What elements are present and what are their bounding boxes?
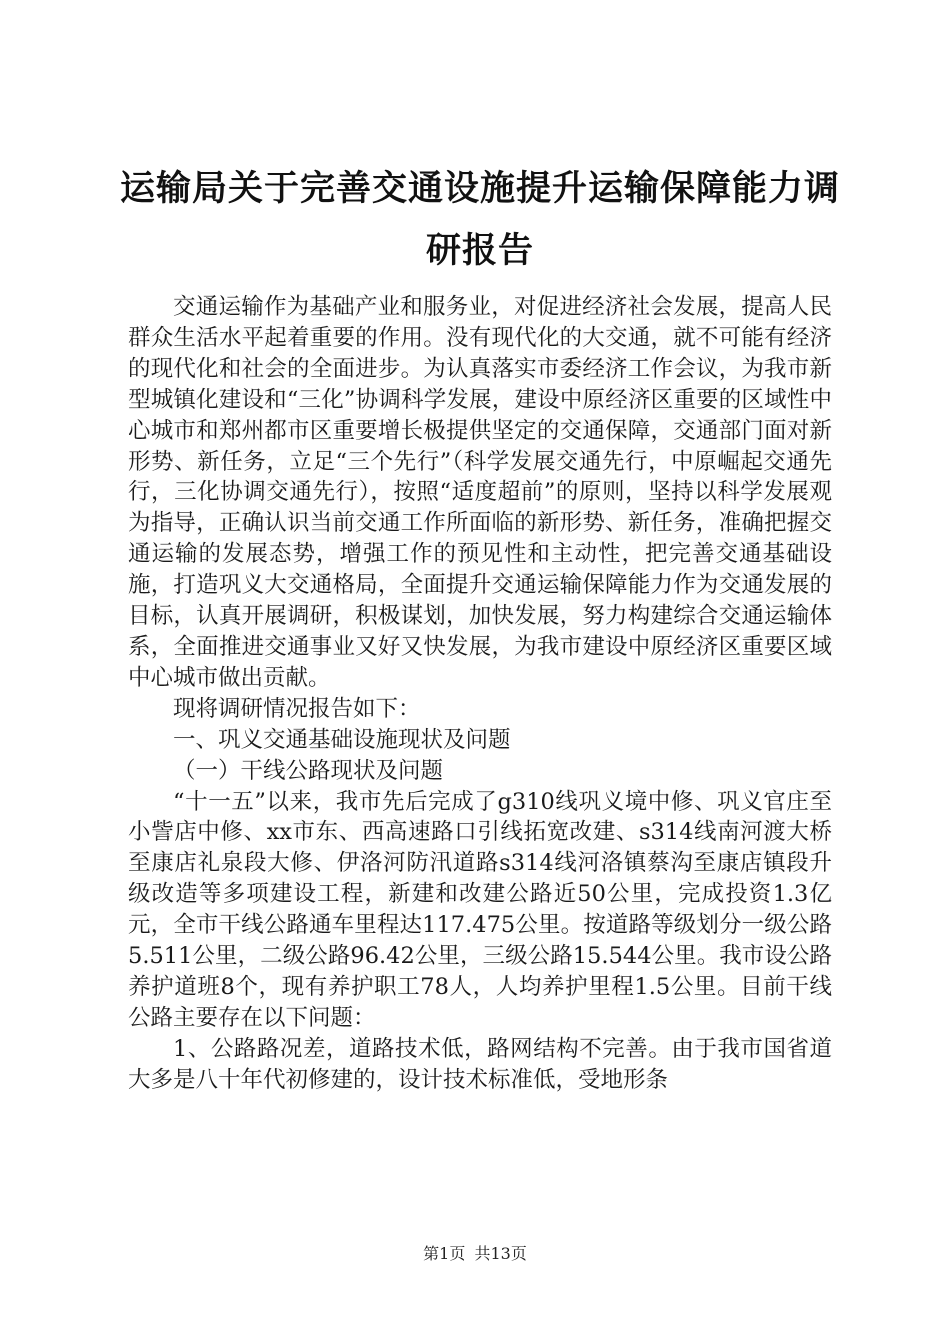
paragraph-trunk-roads: “十一五”以来，我市先后完成了g310线巩义境中修、巩义官庄至小訾店中修、xx市东、西高速路口引线拓宽改建、s314线南河渡大桥至康店礼泉段大修、伊洛河防汛道路s314线河洛镇蔡沟至康店镇段升级改造等多项建设工程，新建和改建公路近50公里，完成投资1.3亿元，全市干线公路通车里程达117.475公里。按道路等级划分一级公路5.511公里，二级公路96.42公里，三级公路15.544公里。我市设公路养护道班8个，现有养护职工78人，人均养护里程1.5公里。目前干线公路主要存在以下问题： (128, 788, 832, 1031)
page-total: 共13页 (474, 1244, 527, 1263)
section-heading-1: 一、巩义交通基础设施现状及问题 (173, 726, 511, 753)
page-footer (0, 1244, 950, 1264)
page-number: 第1页 (423, 1244, 466, 1263)
document-title: 运输局关于完善交通设施提升运输保障能力调研报告 (120, 169, 841, 271)
paragraph-report-lead: 现将调研情况报告如下： (173, 695, 421, 722)
paragraph-problem-1: 1、公路路况差，道路技术低，路网结构不完善。由于我市国省道大多是八十年代初修建的，设计技术标准低，受地形条 (128, 1035, 832, 1093)
subsection-heading-1: （一）干线公路现状及问题 (173, 757, 444, 784)
paragraph-intro: 交通运输作为基础产业和服务业，对促进经济社会发展，提高人民群众生活水平起着重要的作用。没有现代化的大交通，就不可能有经济的现代化和社会的全面进步。为认真落实市委经济工作会议，为我市新型城镇化建设和“三化”协调科学发展，建设中原经济区重要的区域性中心城市和郑州都市区重要增长极提供坚定的交通保障，交通部门面对新形势、新任务，立足“三个先行”（科学发展交通先行，中原崛起交通先行，三化协调交通先行），按照“适度超前”的原则，坚持以科学发展观为指导，正确认识当前交通工作所面临的新形势、新任务，准确把握交通运输的发展态势，增强工作的预见性和主动性，把完善交通基础设施，打造巩义大交通格局，全面提升交通运输保障能力作为交通发展的目标，认真开展调研，积极谋划，加快发展，努力构建综合交通运输体系，全面推进交通事业又好又快发展，为我市建设中原经济区重要区域中心城市做出贡献。 (128, 294, 832, 691)
document-body (128, 292, 832, 1096)
